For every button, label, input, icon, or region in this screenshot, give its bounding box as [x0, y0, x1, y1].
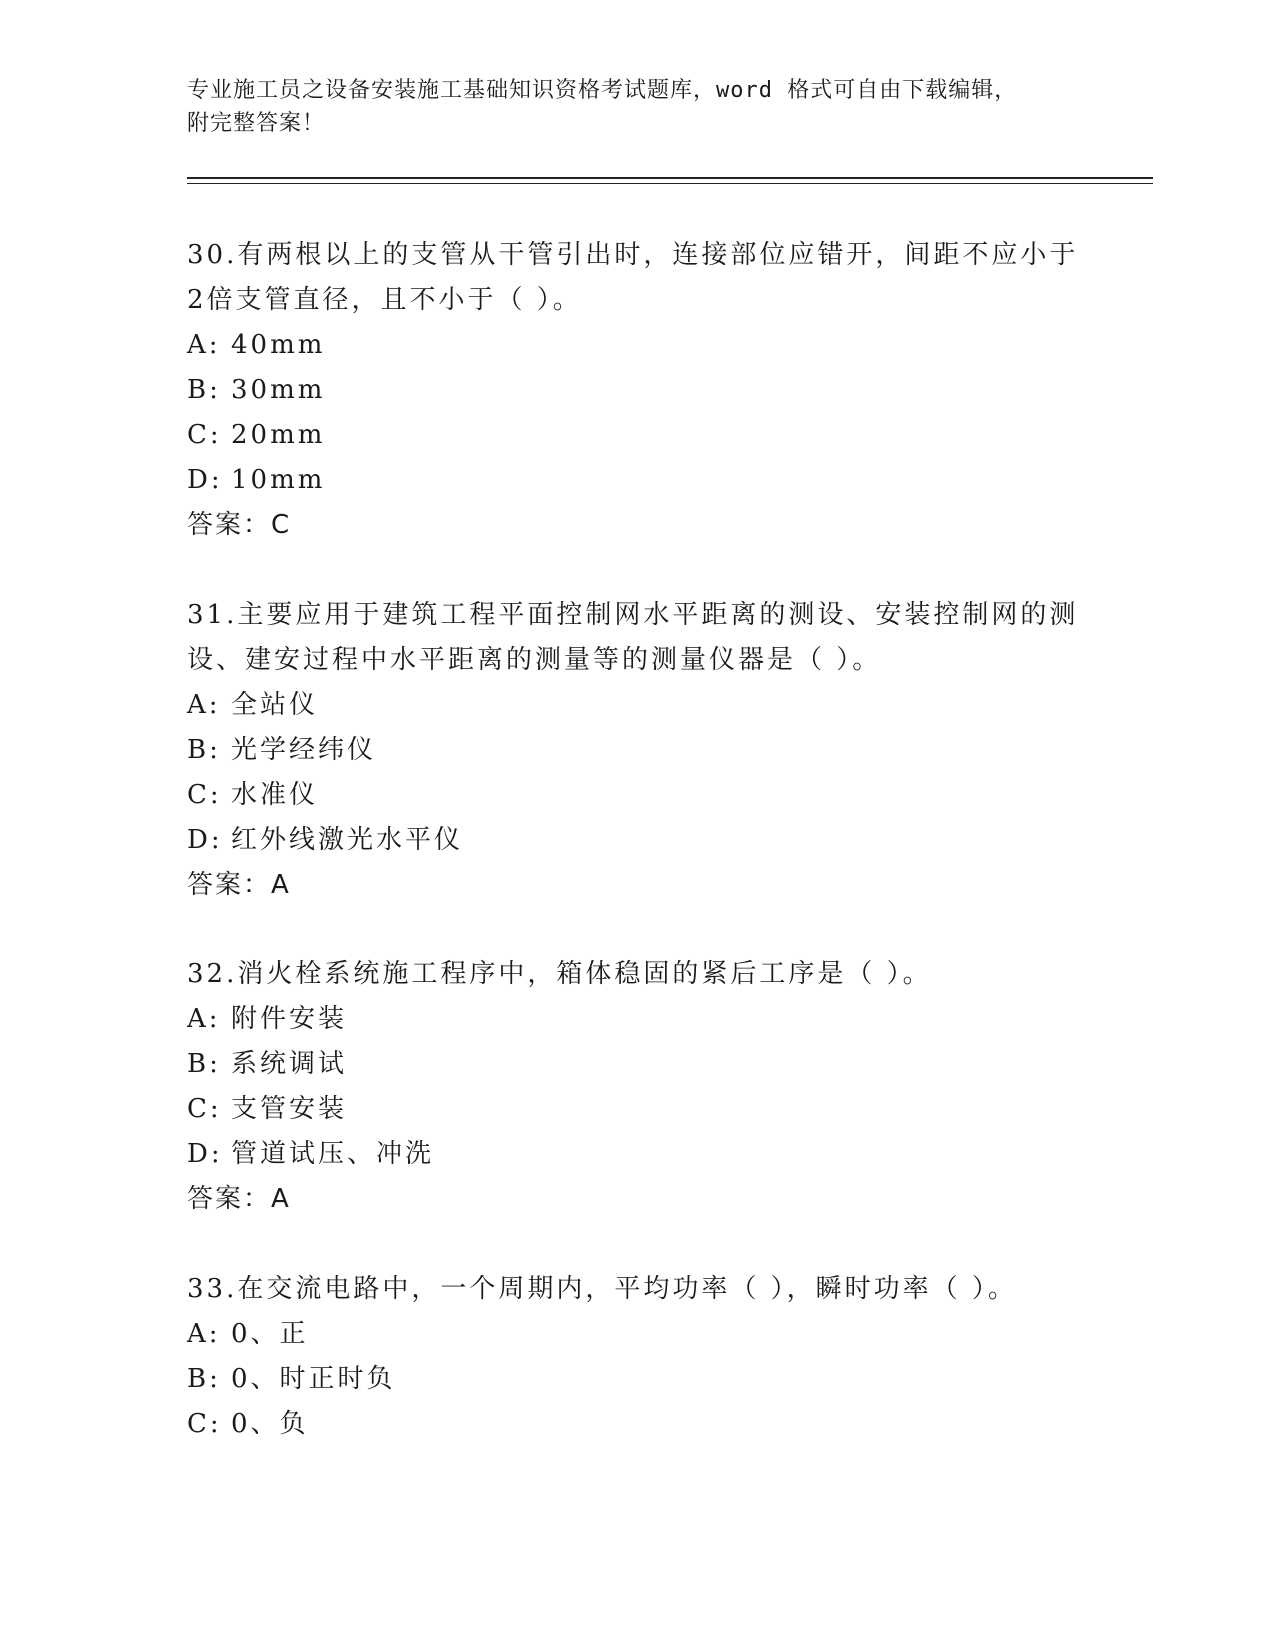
option-a [187, 323, 1087, 368]
option-a [187, 997, 1087, 1042]
question-31 [187, 593, 1087, 908]
option-text: 系统调试 [231, 1049, 348, 1079]
option-letter: A: [187, 330, 221, 360]
option-letter: B: [187, 375, 221, 405]
option-c [187, 1402, 1087, 1447]
option-letter: A: [187, 1319, 221, 1349]
option-a [187, 1312, 1087, 1357]
option-d [187, 818, 1087, 863]
question-33 [187, 1267, 1087, 1447]
option-letter: D: [187, 1139, 223, 1169]
header-line-2: 附完整答案！ [187, 111, 326, 136]
option-c [187, 413, 1087, 458]
option-letter: D: [187, 825, 223, 855]
answer-line: 答案：A [187, 1184, 291, 1214]
question-stem-line: 31.主要应用于建筑工程平面控制网水平距离的测设、安装控制网的测 [187, 600, 1079, 630]
option-text: 40mm [231, 330, 326, 360]
option-letter: C: [187, 420, 222, 450]
option-text: 水准仪 [231, 780, 319, 810]
option-letter: C: [187, 1094, 222, 1124]
question-stem-line: 设、建安过程中水平距离的测量等的测量仪器是（ ）。 [187, 645, 882, 675]
option-d [187, 1132, 1087, 1177]
option-b [187, 728, 1087, 773]
option-text: 30mm [231, 375, 326, 405]
option-b [187, 1357, 1087, 1402]
option-letter: A: [187, 1004, 221, 1034]
option-d [187, 458, 1087, 503]
option-letter: B: [187, 1049, 221, 1079]
option-c [187, 773, 1087, 818]
option-text: 管道试压、冲洗 [231, 1139, 435, 1169]
answer-line: 答案：C [187, 510, 292, 540]
option-letter: C: [187, 1409, 222, 1439]
question-stem-line: 2倍支管直径，且不小于（ ）。 [187, 285, 582, 315]
option-letter: C: [187, 780, 222, 810]
option-letter: B: [187, 1364, 221, 1394]
option-text: 10mm [231, 465, 326, 495]
option-text: 20mm [231, 420, 326, 450]
option-letter: D: [187, 465, 223, 495]
option-letter: B: [187, 735, 221, 765]
header-line-1: 专业施工员之设备安装施工基础知识资格考试题库，word 格式可自由下载编辑， [187, 78, 1018, 103]
question-32 [187, 952, 1087, 1222]
option-text: 0、正 [231, 1319, 309, 1349]
question-30 [187, 233, 1087, 548]
option-text: 支管安装 [231, 1094, 348, 1124]
option-b [187, 1042, 1087, 1087]
option-a [187, 683, 1087, 728]
question-stem-line: 30.有两根以上的支管从干管引出时，连接部位应错开，间距不应小于 [187, 240, 1079, 270]
document-header [187, 74, 1067, 140]
question-stem-line: 33.在交流电路中，一个周期内，平均功率（ ），瞬时功率（ ）。 [187, 1274, 1017, 1304]
question-stem-line: 32.消火栓系统施工程序中，箱体稳固的紧后工序是（ ）。 [187, 959, 932, 989]
option-letter: A: [187, 690, 221, 720]
option-text: 0、负 [231, 1409, 309, 1439]
answer-line: 答案：A [187, 870, 291, 900]
option-text: 全站仪 [231, 690, 319, 720]
option-text: 附件安装 [231, 1004, 348, 1034]
header-divider-thin [187, 183, 1153, 184]
option-c [187, 1087, 1087, 1132]
option-text: 红外线激光水平仪 [231, 825, 464, 855]
option-text: 0、时正时负 [231, 1364, 396, 1394]
option-b [187, 368, 1087, 413]
header-divider-thick [187, 177, 1153, 179]
option-text: 光学经纬仪 [231, 735, 377, 765]
